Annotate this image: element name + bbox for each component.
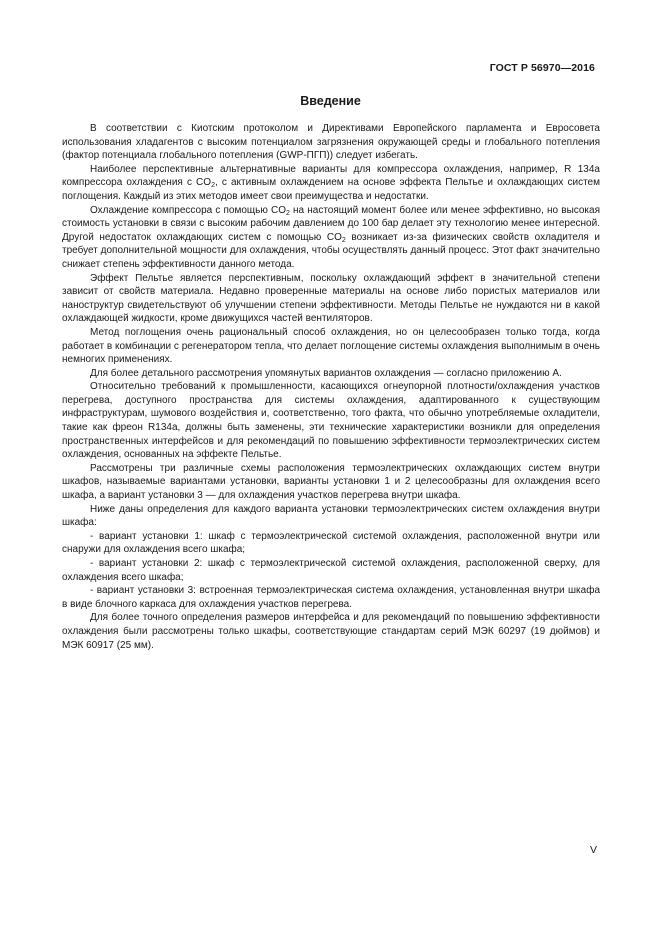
page-number: V [589,844,597,856]
list-item: - вариант установки 3: встроенная термоэлектрическая система охлаждения, установленная внутри шкафа в виде блочного каркаса для охлаждения участков перегрева. [62,585,600,610]
list-item: - вариант установки 1: шкаф с термоэлектрической системой охлаждения, расположенной внутри или снаружи для охлаждения всего шкафа; [62,530,600,556]
paragraph: Для более точного определения размеров интерфейса и для рекомендаций по повышению эффективности охлаждения были рассмотрены только шкафы, соответствующие стандартам серий МЭК 60297 (19 дюймов) и МЭК 60917 (25 мм). [62,612,600,651]
section-title: Введение [300,94,361,108]
standard-header: ГОСТ Р 56970—2016 [489,62,595,74]
paragraph: Для более детального рассмотрения упомянутых вариантов охлаждения — согласно приложению А. [90,367,562,379]
body-text [62,122,600,652]
paragraph: Наиболее перспективные альтернативные варианты для компрессора охлаждения, например, R 134a компрессора охлаждения с $CO_2$, с активным охлаждением на основе эффекта Пельтье и охлаждающих систем поглощения. Каждый из этих методов имеет свои преимущества и недостатки. [62,163,600,202]
paragraph: Охлаждение компрессора с помощью $CO_2$ на настоящий момент более или менее эффективно, но высокая стоимость установки в связи с высоким рабочим давлением до 100 бар делает эту технологию менее интересной. Другой недостаток охлаждающих систем с помощью $CO_2$ возникает из-за физических свойств охладителя и требует дополнительной мощности для охлаждения, чтобы осуществлять данный процесс. Этот факт значительно снижает степень эффективности данного метода. [62,204,601,270]
list-item: - вариант установки 2: шкаф с термоэлектрической системой охлаждения, расположенной сверху, для охлаждения всего шкафа; [62,558,600,583]
paragraph: Ниже даны определения для каждого варианта установки термоэлектрических систем охлаждения внутри шкафа: [62,503,600,529]
paragraph: В соответствии с Киотским протоколом и Директивами Европейского парламента и Евросовета использования хладагентов с высоким потенциалом загрязнения окружающей среды и глобального потепления (фактор потенциала глобального потепления (GWP-ПГП)) следует избегать. [62,123,600,162]
paragraph: Относительно требований к промышленности, касающихся огнеупорной плотности/охлаждения участков перегрева, доступного пространства для системы охлаждения, адаптированного к существующим инфраструктурам, шумового воздействия и, соответственно, того факта, что обычно употребляемые охладители, такие как фреон R134a, должны быть заменены, эти технические характеристики возникли для определения пространственных интерфейсов и для рекомендаций по повышению эффективности термоэлектрических систем охлаждения, основанных на эффекте Пельтье. [62,381,600,461]
paragraph: Рассмотрены три различные схемы расположения термоэлектрических охлаждающих систем внутри шкафов, называемые вариантами установки, варианты установки 1 и 2 целесообразны для охлаждения всего шкафа, а вариант установки 3 — для охлаждения участков перегрева внутри шкафа. [62,462,600,502]
paragraph: Метод поглощения очень рациональный способ охлаждения, но он целесообразен только тогда, когда работает в комбинации с регенератором тепла, что делает поглощение системы охлаждения выполнимым в очень немногих применениях. [62,326,600,366]
paragraph: Эффект Пельтье является перспективным, поскольку охлаждающий эффект в значительной степени зависит от свойств материала. Недавно проверенные материалы на основе либо пористых материалов или наноструктур свидетельствуют об улучшении степени эффективности. Методы Пельтье не нуждаются ни в какой охлаждающей жидкости, кроме движущихся частей вентиляторов. [62,272,600,325]
